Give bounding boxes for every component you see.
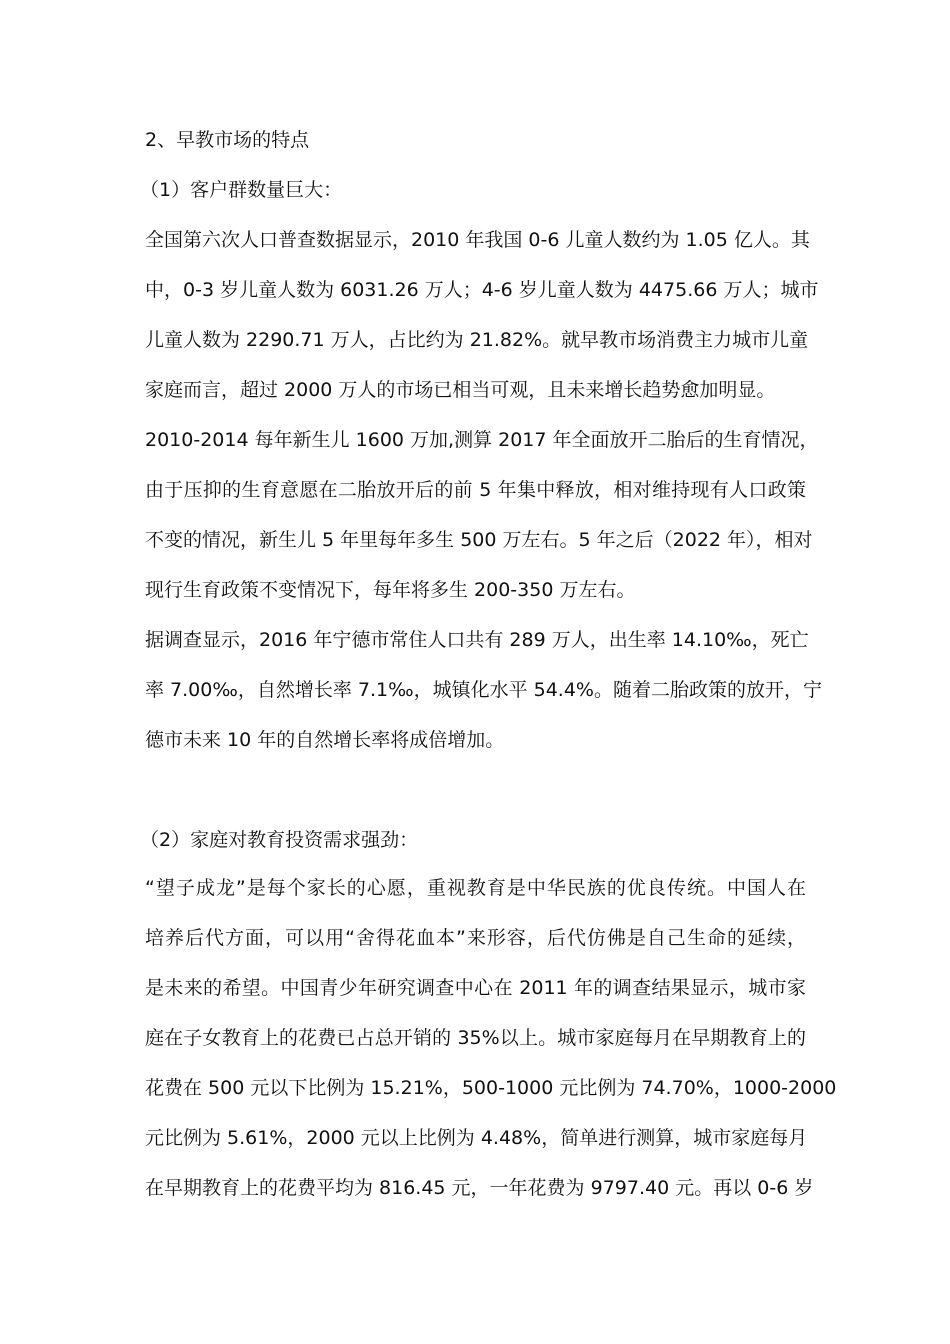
- paragraph-line: 德市未来 10 年的自然增长率将成倍增加。: [145, 729, 505, 751]
- paragraph-line: 中，0-3 岁儿童人数为 6031.26 万人；4-6 岁儿童人数为 4475.66 万人；城市: [145, 279, 819, 301]
- paragraph-line: 全国第六次人口普查数据显示，2010 年我国 0-6 儿童人数约为 1.05 亿人。其: [145, 229, 810, 251]
- paragraph-line: 现行生育政策不变情况下，每年将多生 200-350 万左右。: [145, 579, 636, 601]
- paragraph-line: 花费在 500 元以下比例为 15.21%，500-1000 元比例为 74.70%，1000-2000: [145, 1077, 837, 1099]
- paragraph-line: 儿童人数为 2290.71 万人，占比约为 21.82%。就早教市场消费主力城市儿童: [145, 329, 809, 351]
- paragraph-line: “望子成龙”是每个家长的心愿，重视教育是中华民族的优良传统。中国人在: [145, 877, 806, 899]
- paragraph-line: 不变的情况，新生儿 5 年里每年多生 500 万左右。5 年之后（2022 年），相对: [145, 529, 813, 551]
- paragraph-line: 在早期教育上的花费平均为 816.45 元，一年花费为 9797.40 元。再以 0-6 岁: [145, 1177, 814, 1199]
- paragraph-line: 由于压抑的生育意愿在二胎放开后的前 5 年集中释放，相对维持现有人口政策: [145, 479, 806, 501]
- subsection-title-1: （1）客户群数量巨大：: [140, 179, 343, 201]
- paragraph-line: 元比例为 5.61%，2000 元以上比例为 4.48%，简单进行测算，城市家庭每月: [145, 1127, 808, 1149]
- paragraph-line: 庭在子女教育上的花费已占总开销的 35%以上。城市家庭每月在早期教育上的: [145, 1027, 806, 1049]
- paragraph-line: 家庭而言，超过 2000 万人的市场已相当可观，且未来增长趋势愈加明显。: [145, 379, 776, 401]
- paragraph-line: 据调查显示，2016 年宁德市常住人口共有 289 万人，出生率 14.10‰，死亡: [145, 629, 809, 651]
- subsection-title-2: （2）家庭对教育投资需求强劲：: [140, 829, 419, 851]
- paragraph-line: 是未来的希望。中国青少年研究调查中心在 2011 年的调查结果显示，城市家: [145, 977, 806, 999]
- paragraph-line: 率 7.00‰，自然增长率 7.1‰，城镇化水平 54.4%。随着二胎政策的放开，宁: [145, 679, 822, 701]
- paragraph-line: 2010-2014 每年新生儿 1600 万加,测算 2017 年全面放开二胎后的生育情况，: [145, 429, 819, 451]
- section-heading: 2、早教市场的特点: [145, 129, 310, 151]
- paragraph-line: 培养后代方面，可以用“舍得花血本”来形容，后代仿佛是自己生命的延续，: [145, 927, 806, 949]
